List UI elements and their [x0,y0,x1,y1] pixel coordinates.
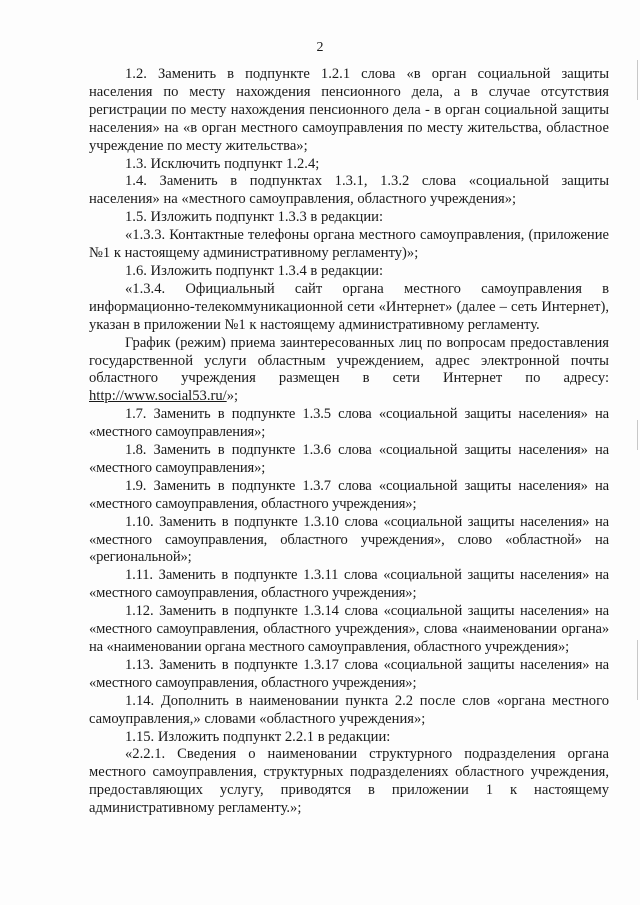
paragraph-1-14: 1.14. Дополнить в наименовании пункта 2.2 после слов «органа местного самоуправления,» словами «областного учреждения»; [89,692,609,727]
document-body [89,66,609,818]
paragraph-1-15: 1.15. Изложить подпункт 2.2.1 в редакции: [125,728,391,745]
paragraph-1-5: 1.5. Изложить подпункт 1.3.3 в редакции: [125,209,384,226]
website-link[interactable]: http://www.social53.ru/ [89,388,227,405]
scan-artifact [637,640,638,700]
paragraph-1-3-3-text: «1.3.3. Контактные телефоны органа местного самоуправления, (приложение №1 к настоящему административному регламенту)»; [89,227,609,262]
scan-artifact [637,60,638,100]
paragraph-2-2-1-text: «2.2.1. Сведения о наименовании структурного подразделения органа местного самоуправления, структурных подразделениях областного учреждения, предоставляющих услугу, приводятся в приложении 1 к настоящему административному регламенту.»; [89,746,609,817]
schedule-text: График (режим) приема заинтересованных лиц по вопросам предоставления государственной услуги областным учреждением, адрес электронной почты областного учреждения размещен в сети Интернет по адресу: [89,334,609,387]
paragraph-1-8: 1.8. Заменить в подпункте 1.3.6 слова «социальной защиты населения» на «местного самоуправления»; [89,442,609,476]
paragraph-1-9: 1.9. Заменить в подпункте 1.3.7 слова «социальной защиты населения» на «местного самоуправления, областного учреждения»; [89,477,609,512]
paragraph-1-3-4-text: «1.3.4. Официальный сайт органа местного самоуправления в информационно-телекоммуникационной сети «Интернет» (далее – сеть Интернет), указан в приложении №1 к настоящему административному регламенту. [89,280,609,333]
paragraph-schedule [89,335,609,407]
paragraph-1-12: 1.12. Заменить в подпункте 1.3.14 слова «социальной защиты населения» на «местного самоуправления, областного учреждения», слова «наименовании органа» на «наименовании органа местного самоуправления, областного учреждения»; [89,603,609,655]
paragraph-1-10: 1.10. Заменить в подпункте 1.3.10 слова «социальной защиты населения» на «местного самоуправления, областного учреждения», слово «областной» на «региональной»; [89,513,609,566]
paragraph-1-6: 1.6. Изложить подпункт 1.3.4 в редакции: [125,262,384,279]
paragraph-1-13: 1.13. Заменить в подпункте 1.3.17 слова «социальной защиты населения» на «местного самоуправления, областного учреждения»; [89,656,609,691]
page-number: 2 [316,40,324,55]
schedule-text-end: »; [226,388,239,405]
scan-artifact [637,420,638,450]
paragraph-1-11: 1.11. Заменить в подпункте 1.3.11 слова «социальной защиты населения» на «местного самоуправления, областного учреждения»; [89,567,609,602]
paragraph-1-7: 1.7. Заменить в подпункте 1.3.5 слова «социальной защиты населения» на «местного самоуправления»; [89,406,609,441]
paragraph-1-3: 1.3. Исключить подпункт 1.2.4; [125,155,320,172]
paragraph-1-2: 1.2. Заменить в подпункте 1.2.1 слова «в орган социальной защиты населения по месту нахождения пенсионного дела, а в случае отсутствия регистрации по месту нахождения пенсионного дела - в орган социальной защиты населения» на «в орган местного самоуправления по месту жительства, областное учреждение по месту жительства»; [89,66,609,154]
paragraph-1-4: 1.4. Заменить в подпунктах 1.3.1, 1.3.2 слова «социальной защиты населения» на «местного самоуправления, областного учреждения»; [89,173,609,208]
